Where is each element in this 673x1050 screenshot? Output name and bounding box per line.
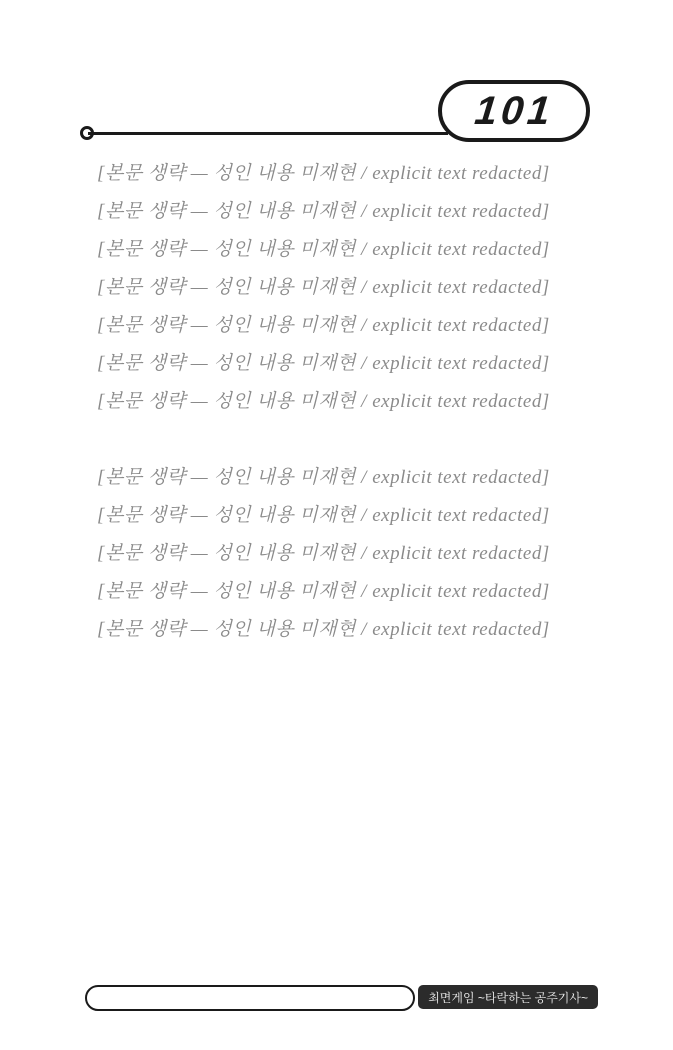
paragraph-redacted: [본문 생략 — 성인 내용 미재현 / explicit text redacted] xyxy=(97,467,550,488)
paragraph-redacted: [본문 생략 — 성인 내용 미재현 / explicit text redacted] xyxy=(97,391,550,412)
body-text xyxy=(78,155,598,649)
page-number: 101 xyxy=(472,88,556,133)
paragraph-redacted: [본문 생략 — 성인 내용 미재현 / explicit text redacted] xyxy=(97,581,550,602)
paragraph-redacted: [본문 생략 — 성인 내용 미재현 / explicit text redacted] xyxy=(97,239,550,260)
paragraph-redacted: [본문 생략 — 성인 내용 미재현 / explicit text redacted] xyxy=(97,353,550,374)
paragraph-redacted: [본문 생략 — 성인 내용 미재현 / explicit text redacted] xyxy=(97,277,550,298)
header-rule-line xyxy=(88,132,448,135)
paragraph-redacted: [본문 생략 — 성인 내용 미재현 / explicit text redacted] xyxy=(97,163,550,184)
series-title: 최면게임 ~타락하는 공주기사~ xyxy=(428,990,588,1005)
paragraph-redacted: [본문 생략 — 성인 내용 미재현 / explicit text redacted] xyxy=(97,201,550,222)
paragraph-redacted: [본문 생략 — 성인 내용 미재현 / explicit text redacted] xyxy=(97,315,550,336)
page-number-badge xyxy=(438,80,590,142)
page-header xyxy=(0,80,673,150)
page-footer xyxy=(0,985,673,1025)
paragraph-redacted: [본문 생략 — 성인 내용 미재현 / explicit text redacted] xyxy=(97,619,550,640)
paragraph-redacted: [본문 생략 — 성인 내용 미재현 / explicit text redacted] xyxy=(97,505,550,526)
series-title-badge xyxy=(418,985,598,1009)
scene-break-gap xyxy=(78,421,598,459)
paragraph-redacted: [본문 생략 — 성인 내용 미재현 / explicit text redacted] xyxy=(97,543,550,564)
footer-empty-box xyxy=(85,985,415,1011)
